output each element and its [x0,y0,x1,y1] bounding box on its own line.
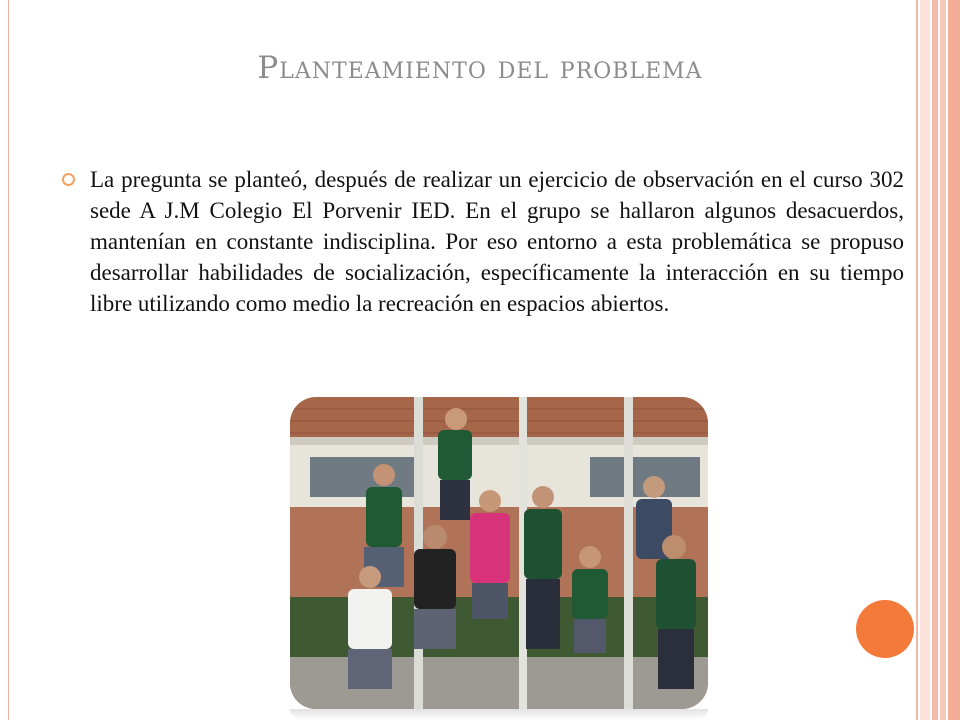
slide-title: Planteamiento del problema [257,50,703,86]
bullet-text: La pregunta se planteó, después de realizar un ejercicio de observación en el curso 302 sede A J.M Colegio El Porvenir IED. En el grupo se hallaron algunos desacuerdos, mantenían en constante indisciplina. Por eso entorno a esta problemática se propuso desarrollar habilidades de socialización, específicamente la interacción en su tiempo libre utilizando como medio la recreación en espacios abiertos. [90,167,904,316]
decorative-orange-circle [856,600,914,658]
bullet-circle-icon [62,173,75,186]
decorative-stripes [916,0,960,720]
bullet-item [62,164,904,319]
slide-body [62,164,904,319]
photo-reflection [290,709,708,720]
photo-children-flagpoles [290,397,708,709]
left-border-line [8,0,9,720]
